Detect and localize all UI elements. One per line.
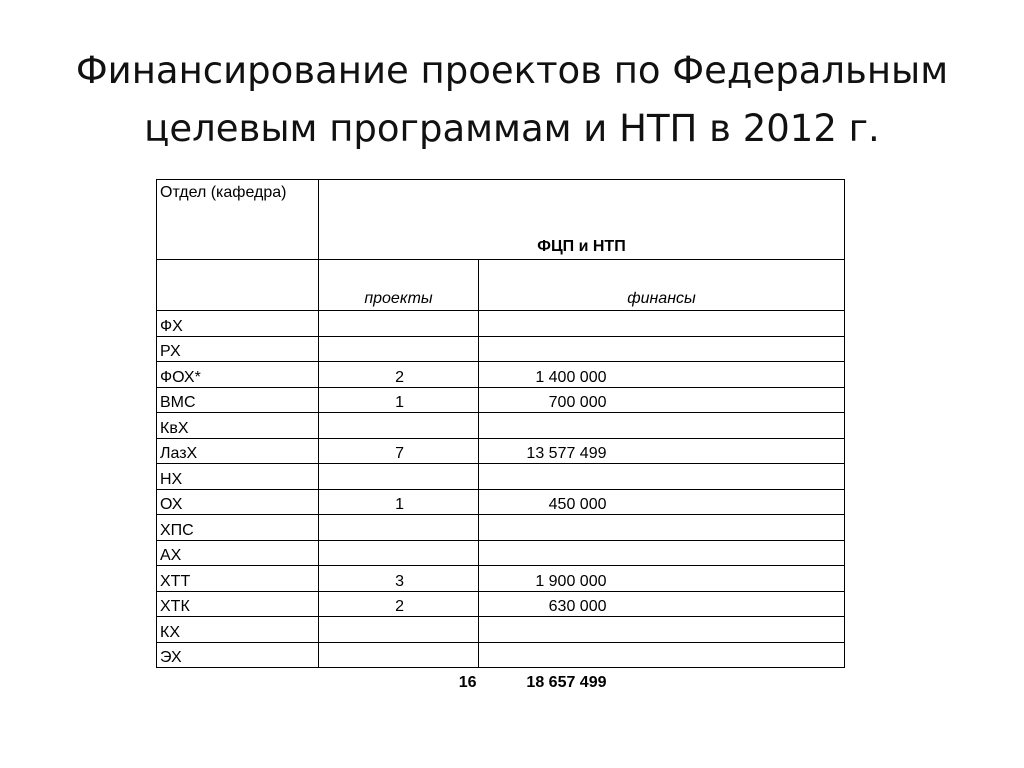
finance-blank-cell — [607, 617, 845, 643]
finance-cell — [479, 642, 607, 668]
dept-cell: КХ — [157, 617, 319, 643]
header-row-1 — [157, 180, 845, 260]
table-row — [157, 591, 845, 617]
finance-cell: 630 000 — [479, 591, 607, 617]
dept-cell: НХ — [157, 464, 319, 490]
dept-cell: ЭХ — [157, 642, 319, 668]
finance-cell — [479, 336, 607, 362]
dept-cell: РХ — [157, 336, 319, 362]
dept-cell: ОХ — [157, 489, 319, 515]
finance-blank-cell — [607, 642, 845, 668]
finance-table — [156, 179, 845, 698]
finance-blank-cell — [607, 591, 845, 617]
projects-cell — [319, 617, 479, 643]
dept-cell: ФОХ* — [157, 362, 319, 388]
dept-cell: ФХ — [157, 311, 319, 337]
finance-cell — [479, 413, 607, 439]
dept-cell: КвХ — [157, 413, 319, 439]
finance-cell: 450 000 — [479, 489, 607, 515]
slide-title-line-2: целевым программам и НТП в 2012 г. — [144, 107, 880, 150]
finance-blank-cell — [607, 438, 845, 464]
finance-blank-cell — [607, 566, 845, 592]
header-fcp-ntp: ФЦП и НТП — [319, 180, 845, 260]
total-empty-cell — [157, 668, 319, 699]
total-projects: 16 — [458, 674, 477, 691]
finance-cell — [479, 464, 607, 490]
finance-blank-cell — [607, 515, 845, 541]
projects-cell — [319, 540, 479, 566]
dept-cell: ХТТ — [157, 566, 319, 592]
projects-cell — [319, 413, 479, 439]
finance-blank-cell — [607, 489, 845, 515]
finance-blank-cell — [607, 362, 845, 388]
table-row — [157, 540, 845, 566]
projects-cell: 2 — [319, 362, 479, 388]
slide-title-line-1: Финансирование проектов по Федеральным — [75, 49, 949, 92]
projects-cell — [319, 515, 479, 541]
header-projects: проекты — [319, 260, 479, 311]
table-row — [157, 489, 845, 515]
table-row — [157, 387, 845, 413]
finance-cell: 13 577 499 — [479, 438, 607, 464]
table-row — [157, 515, 845, 541]
table-row — [157, 566, 845, 592]
table-row — [157, 617, 845, 643]
total-row — [157, 668, 845, 699]
header-empty-cell — [157, 260, 319, 311]
finance-blank-cell — [607, 413, 845, 439]
projects-cell — [319, 642, 479, 668]
header-department: Отдел (кафедра) — [157, 180, 319, 260]
slide-title — [40, 42, 984, 158]
table-row — [157, 336, 845, 362]
projects-cell — [319, 336, 479, 362]
header-row-2 — [157, 260, 845, 311]
finance-cell — [479, 515, 607, 541]
table-row — [157, 642, 845, 668]
finance-cell: 1 900 000 — [479, 566, 607, 592]
dept-cell: ХПС — [157, 515, 319, 541]
finance-blank-cell — [607, 387, 845, 413]
finance-blank-cell — [607, 311, 845, 337]
dept-cell: ВМС — [157, 387, 319, 413]
table-row — [157, 311, 845, 337]
total-finance: 18 657 499 — [526, 674, 607, 691]
dept-cell: ХТК — [157, 591, 319, 617]
finance-cell: 700 000 — [479, 387, 607, 413]
finance-cell — [479, 311, 607, 337]
header-finance: финансы — [479, 260, 845, 311]
finance-cell — [479, 617, 607, 643]
finance-blank-cell — [607, 540, 845, 566]
table-row — [157, 438, 845, 464]
projects-cell — [319, 464, 479, 490]
finance-blank-cell — [607, 464, 845, 490]
projects-cell: 1 — [319, 489, 479, 515]
dept-cell: АХ — [157, 540, 319, 566]
finance-blank-cell — [607, 336, 845, 362]
projects-cell — [319, 311, 479, 337]
projects-cell: 1 — [319, 387, 479, 413]
projects-cell: 2 — [319, 591, 479, 617]
projects-cell: 7 — [319, 438, 479, 464]
total-blank-cell — [607, 668, 845, 699]
dept-cell: ЛазХ — [157, 438, 319, 464]
projects-cell: 3 — [319, 566, 479, 592]
table-row — [157, 362, 845, 388]
table-row — [157, 464, 845, 490]
table-row — [157, 413, 845, 439]
finance-cell — [479, 540, 607, 566]
finance-cell: 1 400 000 — [479, 362, 607, 388]
